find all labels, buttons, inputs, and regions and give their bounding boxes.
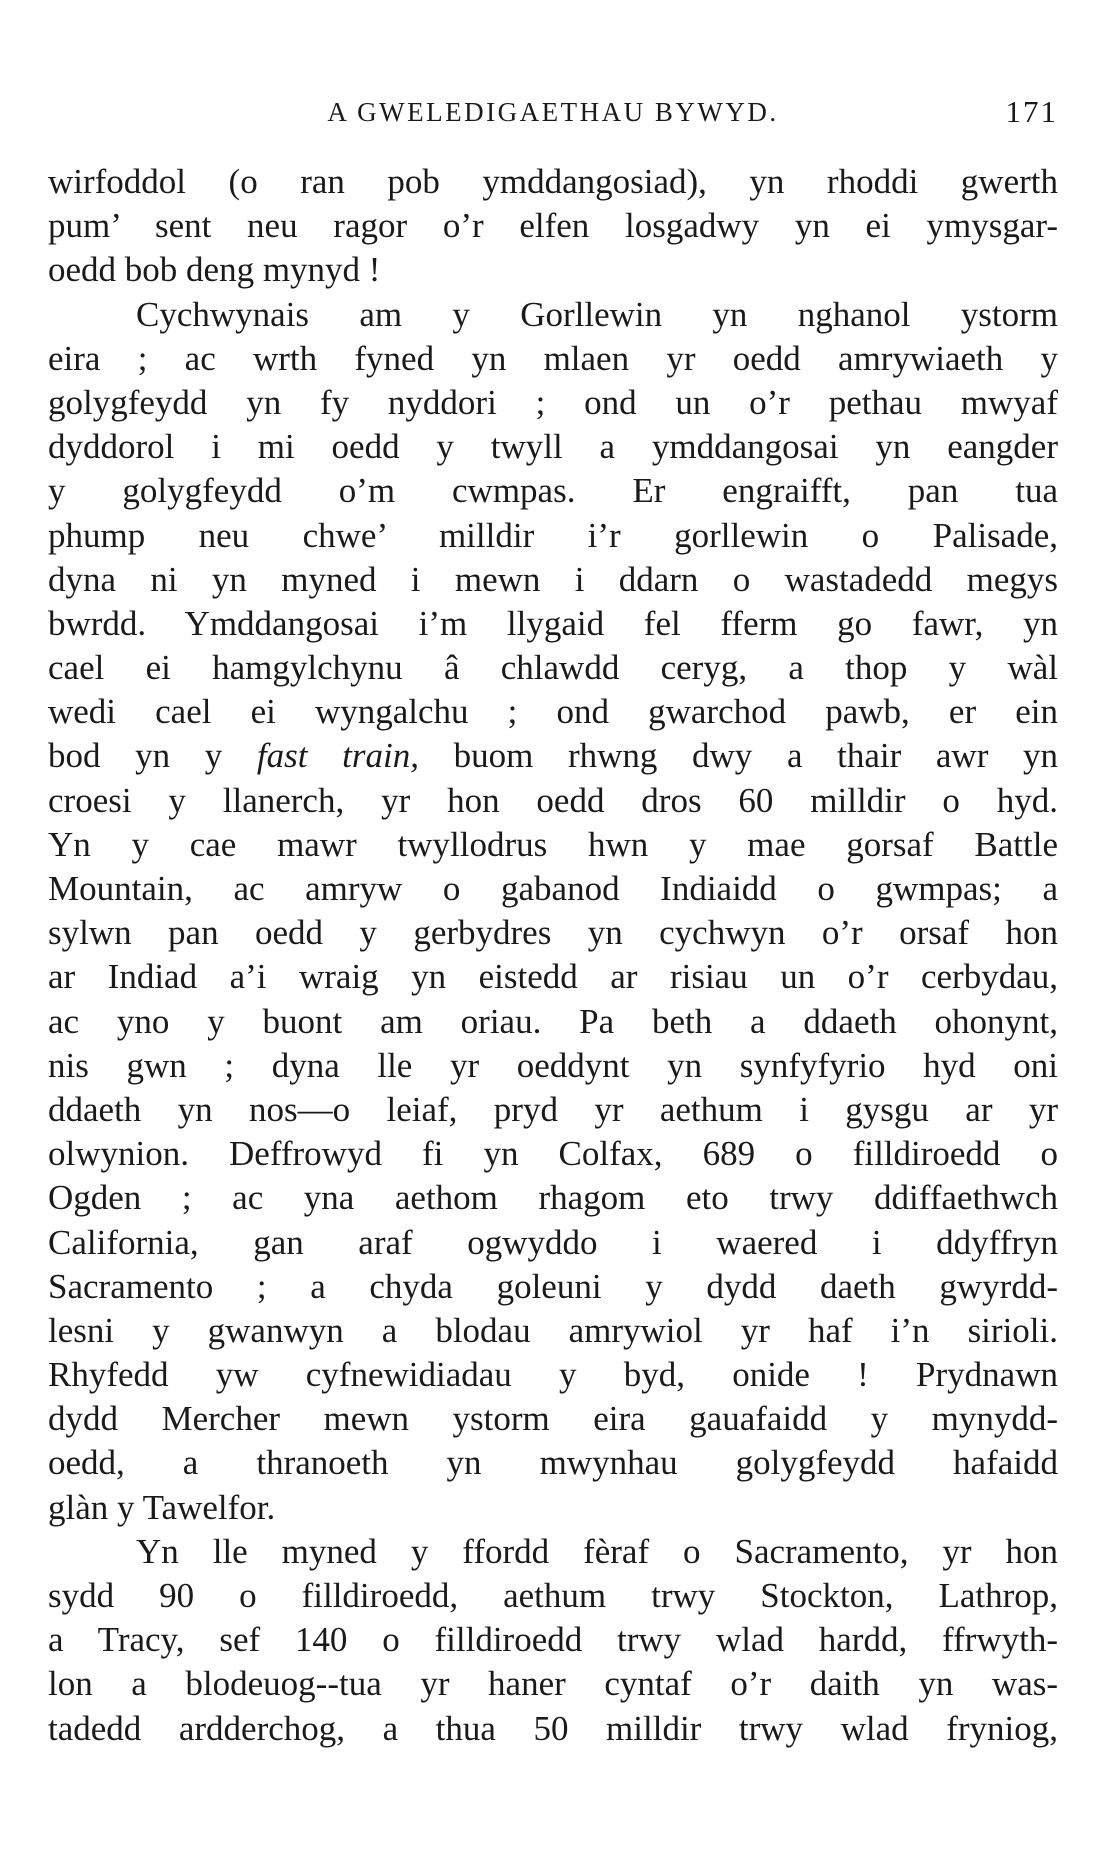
- running-head: [48, 92, 1058, 132]
- text-line: golygfeydd yn fy nyddori ; ond un o’r pethau mwyaf: [48, 382, 1058, 422]
- text-segment: buom rhwng dwy a thair awr yn: [418, 736, 1058, 776]
- text-line: Yn y cae mawr twyllodrus hwn y mae gorsaf Battle: [48, 824, 1058, 864]
- text-line: dydd Mercher mewn ystorm eira gauafaidd y mynydd-: [48, 1399, 1058, 1439]
- text-line: olwynion. Deffrowyd fi yn Colfax, 689 o filldiroedd o: [48, 1134, 1058, 1174]
- text-line: oedd bob deng mynyd !: [48, 250, 381, 290]
- text-line: lesni y gwanwyn a blodau amrywiol yr haf i’n sirioli.: [48, 1310, 1058, 1350]
- italic-phrase: fast train,: [256, 736, 419, 776]
- text-line: dyna ni yn myned i mewn i ddarn o wastadedd megys: [48, 559, 1058, 599]
- text-line: wirfoddol (o ran pob ymddangosiad), yn rhoddi gwerth: [48, 162, 1058, 201]
- text-line: Cychwynais am y Gorllewin yn nghanol ystorm: [136, 294, 1058, 334]
- text-line: [48, 734, 1058, 778]
- text-line: Sacramento ; a chyda goleuni y dydd daeth gwyrdd-: [48, 1266, 1058, 1306]
- page-number: 171: [1005, 94, 1058, 129]
- text-line: nis gwn ; dyna lle yr oeddynt yn synfyfyrio hyd oni: [48, 1045, 1058, 1085]
- text-line: dyddorol i mi oedd y twyll a ymddangosai yn eangder: [48, 427, 1058, 467]
- text-line: Rhyfedd yw cyfnewidiadau y byd, onide ! Prydnawn: [48, 1355, 1058, 1395]
- running-title: A GWELEDIGAETHAU BYWYD.: [327, 97, 779, 127]
- text-line: wedi cael ei wyngalchu ; ond gwarchod pawb, er ein: [48, 692, 1058, 732]
- text-line: eira ; ac wrth fyned yn mlaen yr oedd amrywiaeth y: [48, 338, 1058, 378]
- text-line: sydd 90 o filldiroedd, aethum trwy Stockton, Lathrop,: [48, 1576, 1058, 1615]
- text-line: y golygfeydd o’m cwmpas. Er engraifft, pan tua: [48, 471, 1058, 511]
- text-line: sylwn pan oedd y gerbydres yn cychwyn o’r orsaf hon: [48, 913, 1058, 953]
- text-line: Mountain, ac amryw o gabanod Indiaidd o gwmpas; a: [48, 869, 1058, 908]
- text-line: croesi y llanerch, yr hon oedd dros 60 milldir o hyd.: [48, 780, 1058, 820]
- text-line: a Tracy, sef 140 o filldiroedd trwy wlad hardd, ffrwyth-: [48, 1620, 1058, 1660]
- text-line: ar Indiad a’i wraig yn eistedd ar risiau un o’r cerbydau,: [48, 957, 1058, 997]
- text-line: glàn y Tawelfor.: [48, 1487, 276, 1527]
- text-line: pum’ sent neu ragor o’r elfen losgadwy yn ei ymysgar-: [48, 206, 1058, 246]
- text-line: California, gan araf ogwyddo i waered i ddyffryn: [48, 1222, 1058, 1262]
- text-line: bwrdd. Ymddangosai i’m llygaid fel fferm go fawr, yn: [48, 603, 1058, 643]
- text-line: tadedd ardderchog, a thua 50 milldir trwy wlad fryniog,: [48, 1708, 1058, 1748]
- text-segment: bod yn y: [48, 736, 257, 776]
- text-line: lon a blodeuog--tua yr haner cyntaf o’r daith yn was-: [48, 1664, 1058, 1704]
- text-line: Ogden ; ac yna aethom rhagom eto trwy ddiffaethwch: [48, 1178, 1058, 1218]
- text-line: phump neu chwe’ milldir i’r gorllewin o Palisade,: [48, 515, 1058, 555]
- text-line: cael ei hamgylchynu â chlawdd ceryg, a thop y wàl: [48, 648, 1058, 688]
- text-line: Yn lle myned y ffordd fèraf o Sacramento, yr hon: [136, 1531, 1058, 1571]
- text-line: oedd, a thranoeth yn mwynhau golygfeydd hafaidd: [48, 1443, 1058, 1483]
- text-line: ac yno y buont am oriau. Pa beth a ddaeth ohonynt,: [48, 1001, 1058, 1041]
- body-text: [48, 160, 1058, 1751]
- text-line: ddaeth yn nos—o leiaf, pryd yr aethum i gysgu ar yr: [48, 1089, 1058, 1129]
